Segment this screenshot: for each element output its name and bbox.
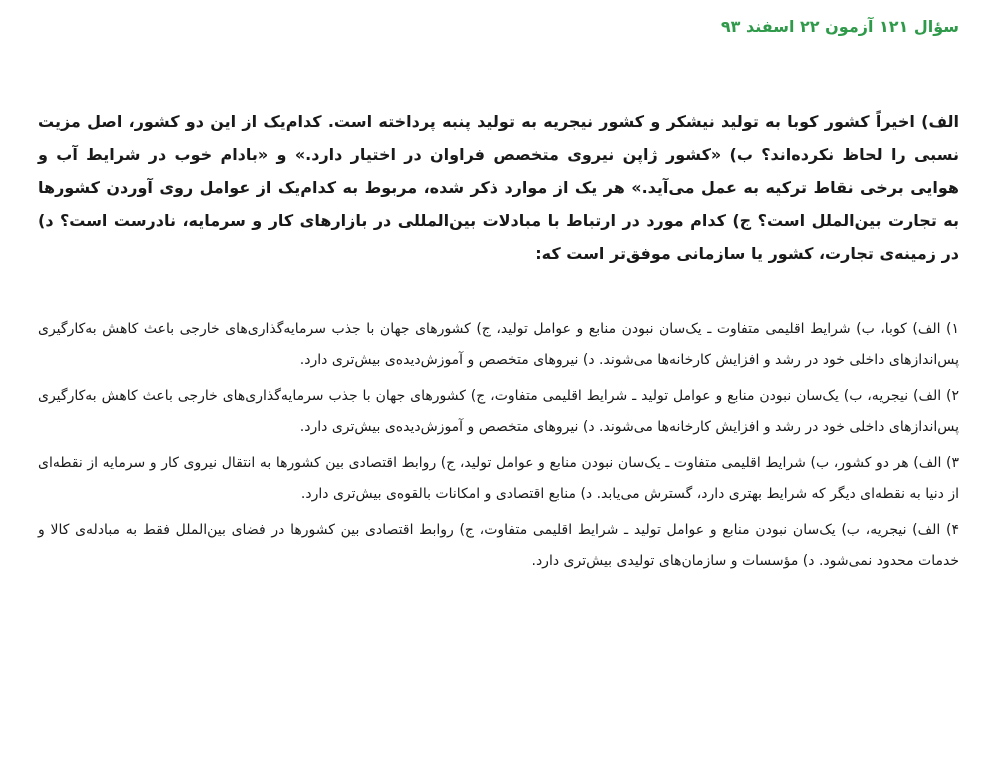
option-1: ۱) الف) کوبا، ب) شرایط اقلیمی متفاوت ـ یک‌سان نبودن منابع و عوامل تولید، ج) کشورهای جهان با جذب سرمایه‌گذاری‌های خارجی باعث کاهش به‌کارگیری پس‌اندازهای داخلی خود در رشد و افزایش کارخانه‌ها می‌شوند. د) نیروهای متخصص و آموزش‌دیده‌ی بیش‌تری دارد.: [38, 321, 959, 368]
question-text: الف) اخیراً کشور کوبا به تولید نیشکر و کشور نیجریه به تولید پنبه پرداخته است. کدام‌یک از این دو کشور، اصل مزیت نسبی را لحاظ نکرده‌اند؟ ب) «کشور ژاپن نیروی متخصص فراوان در اختیار دارد.» و «بادام خوب در شرایط آب و هوایی برخی نقاط ترکیه به عمل می‌آید.» هر یک از موارد ذکر شده، مربوط به کدام‌یک از عوامل روی آوردن کشورها به تجارت بین‌الملل است؟ ج) کدام مورد در ارتباط با مبادلات بین‌المللی در بازارهای کار و سرمایه، نادرست است؟ د) در زمینه‌ی تجارت، کشور یا سازمانی موفق‌تر است که:: [38, 112, 959, 263]
document-page: [38, 0, 959, 768]
question-header: سؤال ۱۲۱ آزمون ۲۲ اسفند ۹۳: [720, 17, 959, 36]
answer-options: [38, 314, 959, 582]
option-4: ۴) الف) نیجریه، ب) یک‌سان نبودن منابع و عوامل تولید ـ شرایط اقلیمی متفاوت، ج) روابط اقتصادی بین کشورها در فضای بین‌الملل فقط به مبادله‌ی کالا و خدمات محدود نمی‌شود. د) مؤسسات و سازمان‌های تولیدی بیش‌تری دارد.: [38, 522, 959, 569]
option-3: ۳) الف) هر دو کشور، ب) شرایط اقلیمی متفاوت ـ یک‌سان نبودن منابع و عوامل تولید، ج) روابط اقتصادی بین کشورها به انتقال نیروی کار و سرمایه از نقطه‌ای از دنیا به نقطه‌ای دیگر که شرایط بهتری دارد، گسترش می‌یابد. د) منابع اقتصادی و امکانات بالقوه‌ی بیش‌تری دارد.: [38, 455, 959, 502]
option-2: ۲) الف) نیجریه، ب) یک‌سان نبودن منابع و عوامل تولید ـ شرایط اقلیمی متفاوت، ج) کشورهای جهان با جذب سرمایه‌گذاری‌های خارجی باعث کاهش به‌کارگیری پس‌اندازهای داخلی خود در رشد و افزایش کارخانه‌ها می‌شوند. د) نیروهای متخصص و آموزش‌دیده‌ی بیش‌تری دارد.: [38, 388, 959, 435]
